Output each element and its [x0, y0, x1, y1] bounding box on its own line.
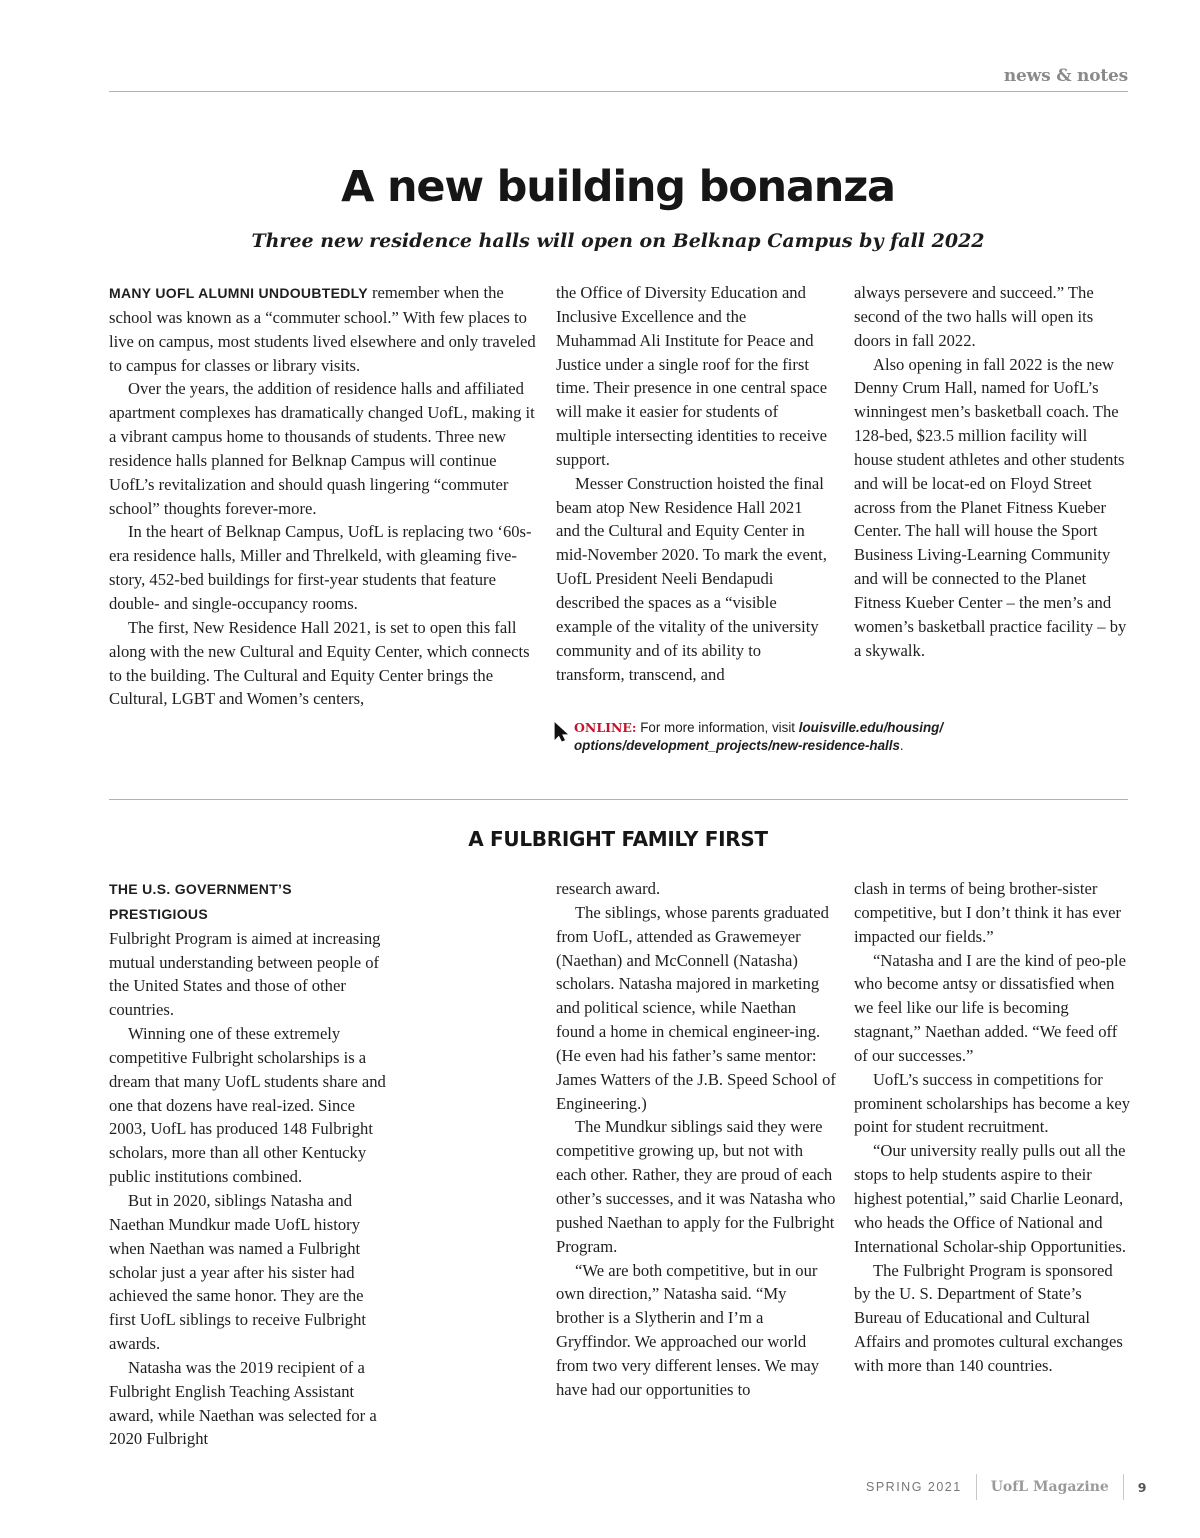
paragraph-text: Fulbright Program is aimed at increasing mutual understanding between people of the United States and those of other countries.	[109, 928, 381, 1020]
article1-col3-paragraph-2: Also opening in fall 2022 is the new Denny Crum Hall, named for UofL’s winningest men’s basketball coach. The 128-bed, $23.5 million facility will house student athletes and other students and will be locat-ed on Floyd Street across from the Planet Fitness Kueber Center. The hall will house the Sport Business Living-Learning Community and will be connected to the Planet Fitness Kueber Center – the men’s and women’s basketball practice facility – by a skywalk.	[854, 354, 1127, 660]
article2-col3-paragraph-2: “Natasha and I are the kind of peo-ple who become antsy or dissatisfied when we feel like our life is becoming stagnant,” Naethan added. “We feed off of our successes.”	[854, 950, 1126, 1065]
mid-rule	[109, 799, 1128, 800]
article2-column-2	[556, 877, 836, 1402]
article-headline: A new building bonanza	[341, 162, 895, 212]
magazine-name: UofL Magazine	[990, 1479, 1109, 1495]
section-label: news & notes	[1003, 66, 1128, 86]
article2-col1-paragraph-4: Natasha was the 2019 recipient of a Fulbright English Teaching Assistant award, while Naethan was selected for a 2020 Fulbright	[109, 1357, 377, 1449]
article2-col2-paragraph-3: The Mundkur siblings said they were competitive growing up, but not with each other. Rather, they are proud of each other’s successes, and it was Natasha who pushed Naethan to apply for the Fulbright Program.	[556, 1117, 836, 1256]
article1-col2-paragraph-2: Messer Construction hoisted the final beam atop New Residence Hall 2021 and the Cultural and Equity Center in mid-November 2020. To mark the event, UofL President Neeli Bendapudi described the spaces as a “visible example of the vitality of the university community and of its ability to transform, transcend, and	[556, 473, 827, 684]
article2-col1-paragraph-3: But in 2020, siblings Natasha and Naethan Mundkur made UofL history when Naethan was named a Fulbright scholar just a year after his sister had achieved the same honor. They are the first UofL siblings to receive Fulbright awards.	[109, 1190, 367, 1354]
article2-column-3	[854, 877, 1132, 1378]
article1-col1-paragraph-4: The first, New Residence Hall 2021, is set to open this fall along with the new Cultural and Equity Center, which connects to the building. The Cultural and Equity Center brings the Cultural, LGBT and Women’s centers,	[109, 617, 530, 709]
article1-col1-paragraph-1	[109, 281, 539, 377]
article2-col3-paragraph-4: “Our university really pulls out all the stops to help students aspire to their highest potential,” said Charlie Leonard, who heads the Office of National and International Scholar-ship Opportunities.	[854, 1141, 1127, 1256]
lead-in: THE U.S. GOVERNMENT’S PRESTIGIOUS	[109, 881, 292, 922]
article2-col1-paragraph-2: Winning one of these extremely competitive Fulbright scholarships is a dream that many UofL students share and one that dozens have real-ized. Since 2003, UofL has produced 148 Fulbright scholars, more than all other Kentucky public institutions combined.	[109, 1024, 386, 1187]
article2-col2-paragraph-4: “We are both competitive, but in our own direction,” Natasha said. “My brother is a Slytherin and I’m a Gryffindor. We approached our world from two very different lenses. We may have had our opportunities to	[556, 1260, 820, 1399]
article2-col2-paragraph-2: The siblings, whose parents graduated from UofL, attended as Grawemeyer (Naethan) and McConnell (Natasha) scholars. Natasha majored in marketing and political science, while Naethan found a home in chemical engineer-ing. (He even had his father’s same mentor: James Watters of the J.B. Speed School of Engineering.)	[556, 902, 836, 1113]
online-note	[554, 719, 974, 755]
article2-column-1	[109, 877, 391, 1451]
page-number: 9	[1137, 1479, 1147, 1495]
page-footer	[866, 1476, 1147, 1498]
article2-col3-paragraph-1: clash in terms of being brother-sister competitive, but I don’t think it has ever impacted our fields.”	[854, 879, 1121, 946]
cursor-arrow-icon	[554, 722, 568, 742]
article1-col2-paragraph-1: the Office of Diversity Education and Inclusive Excellence and the Muhammad Ali Institute for Peace and Justice under a single roof for the first time. Their presence in one central space will make it easier for students of multiple intersecting identities to receive support.	[556, 283, 828, 469]
online-end: .	[899, 738, 904, 753]
online-text: For more information, visit	[636, 720, 799, 735]
online-label: ONLINE:	[574, 720, 637, 735]
article1-col1-paragraph-3: In the heart of Belknap Campus, UofL is replacing two ‘60s-era residence halls, Miller and Threlkeld, with gleaming five-story, 452-bed buildings for first-year students that feature double- and single-occupancy rooms.	[109, 522, 532, 613]
article2-col1-paragraph-1	[109, 877, 391, 1022]
article1-column-3	[854, 281, 1130, 663]
paragraph-text: remember when the school was known as a “commuter school.” With few places to live on campus, most students lived elsewhere and only traveled to campus for classes or library visits.	[109, 283, 536, 375]
lead-in: MANY UOFL ALUMNI UNDOUBTEDLY	[109, 285, 368, 301]
article1-col1-paragraph-2: Over the years, the addition of residence halls and affiliated apartment complexes has dramatically changed UofL, making it a vibrant campus home to thousands of students. Three new residence halls planned for Belknap Campus will continue UofL’s revitalization and should quash lingering “commuter school” thoughts forever-more.	[109, 379, 535, 518]
footer-divider	[1123, 1474, 1124, 1500]
article2-col3-paragraph-3: UofL’s success in competitions for prominent scholarships has become a key point for student recruitment.	[854, 1069, 1131, 1137]
article1-col3-paragraph-1: always persevere and succeed.” The second of the two halls will open its doors in fall 2022.	[854, 283, 1094, 350]
fulbright-headline: A FULBRIGHT FAMILY FIRST	[468, 827, 768, 851]
article2-col3-paragraph-5: The Fulbright Program is sponsored by the U. S. Department of State’s Bureau of Educational and Cultural Affairs and promotes cultural exchanges with more than 140 countries.	[854, 1260, 1123, 1375]
housing-link[interactable]: louisville.edu/housing/ options/development_projects/new-residence-halls	[574, 720, 944, 753]
article1-column-1	[109, 281, 539, 711]
article2-col2-paragraph-1: research award.	[556, 879, 661, 898]
issue-season: SPRING 2021	[866, 1480, 962, 1494]
article-deck: Three new residence halls will open on Belknap Campus by fall 2022	[251, 230, 985, 252]
footer-divider	[976, 1474, 977, 1500]
top-rule	[109, 91, 1128, 92]
article1-column-2	[556, 281, 828, 686]
